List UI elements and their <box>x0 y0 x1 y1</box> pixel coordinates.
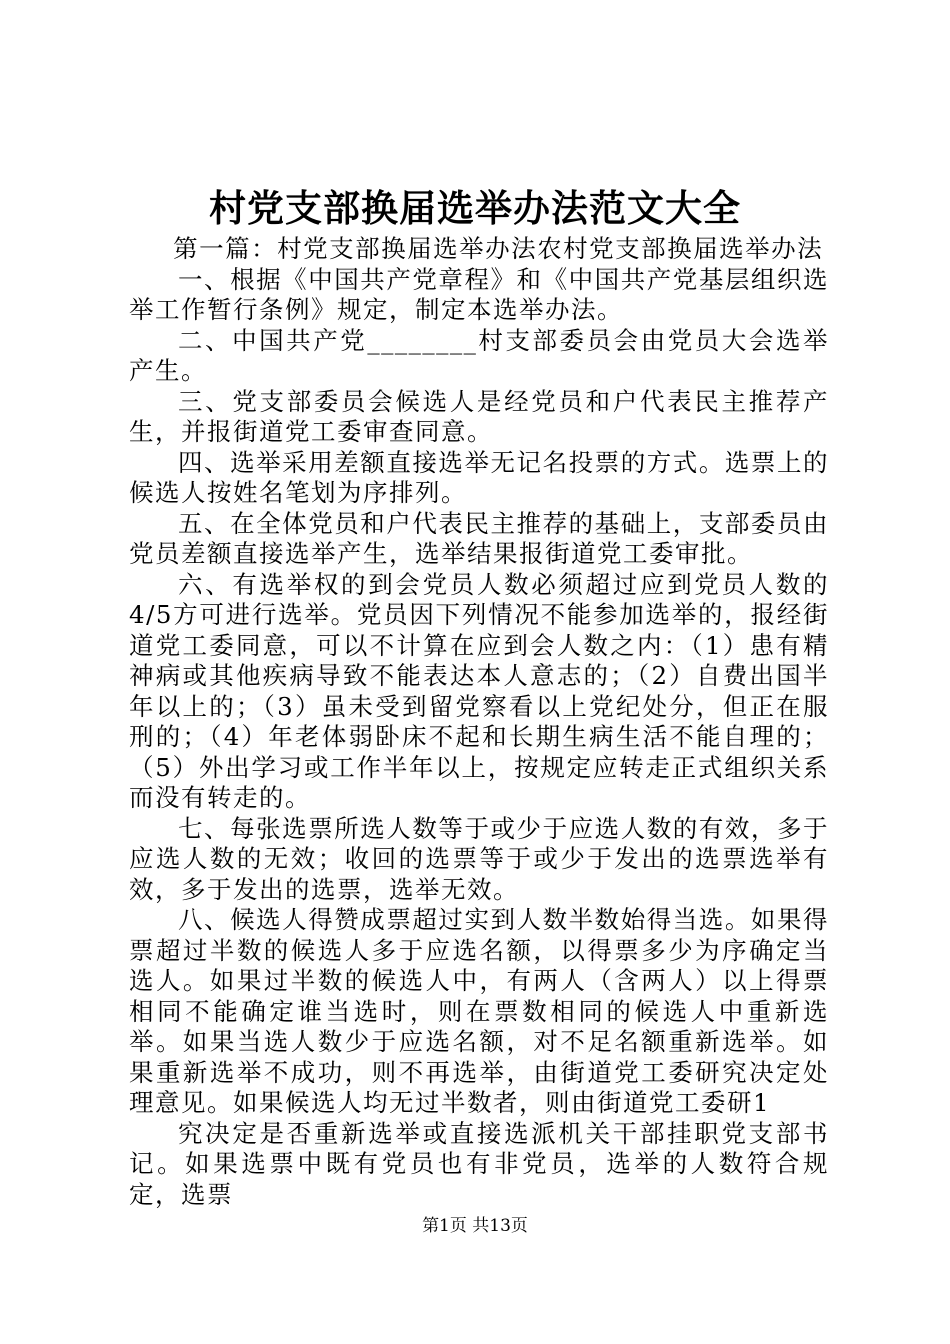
paragraph: 三、党支部委员会候选人是经党员和户代表民主推荐产生，并报街道党工委审查同意。 <box>129 386 829 446</box>
paragraph: 七、每张选票所选人数等于或少于应选人数的有效，多于应选人数的无效；收回的选票等于或少于发出的选票选举有效，多于发出的选票，选举无效。 <box>129 813 829 904</box>
page-number-footer: 第1页 共13页 <box>422 1216 528 1236</box>
paragraph: 究决定是否重新选举或直接选派机关干部挂职党支部书记。如果选票中既有党员也有非党员，选举的人数符合规定，选票 <box>129 1118 829 1209</box>
paragraph: 四、选举采用差额直接选举无记名投票的方式。选票上的候选人按姓名笔划为序排列。 <box>129 447 829 507</box>
document-body <box>129 234 829 1210</box>
paragraph: 五、在全体党员和户代表民主推荐的基础上，支部委员由党员差额直接选举产生，选举结果报街道党工委审批。 <box>129 508 829 568</box>
paragraph: 第一篇：村党支部换届选举办法农村党支部换届选举办法 <box>173 234 824 263</box>
document-title: 村党支部换届选举办法范文大全 <box>209 186 741 230</box>
paragraph: 一、根据《中国共产党章程》和《中国共产党基层组织选举工作暂行条例》规定，制定本选举办法。 <box>129 264 829 324</box>
paragraph: 八、候选人得赞成票超过实到人数半数始得当选。如果得票超过半数的候选人多于应选名额，以得票多少为序确定当选人。如果过半数的候选人中，有两人（含两人）以上得票相同不能确定谁当选时，则在票数相同的候选人中重新选举。如果当选人数少于应选名额，对不足名额重新选举。如果重新选举不成功，则不再选举，由街道党工委研究决定处理意见。如果候选人均无过半数者，则由街道党工委研1 <box>129 905 829 1117</box>
paragraph: 六、有选举权的到会党员人数必须超过应到党员人数的4/5方可进行选举。党员因下列情况不能参加选举的，报经街道党工委同意，可以不计算在应到会人数之内：（1）患有精神病或其他疾病导致不能表达本人意志的；（2）自费出国半年以上的；（3）虽未受到留党察看以上党纪处分，但正在服刑的；（4）年老体弱卧床不起和长期生病生活不能自理的；（5）外出学习或工作半年以上，按规定应转走正式组织关系而没有转走的。 <box>129 569 829 812</box>
paragraph: 二、中国共产党________村支部委员会由党员大会选举产生。 <box>129 325 829 385</box>
